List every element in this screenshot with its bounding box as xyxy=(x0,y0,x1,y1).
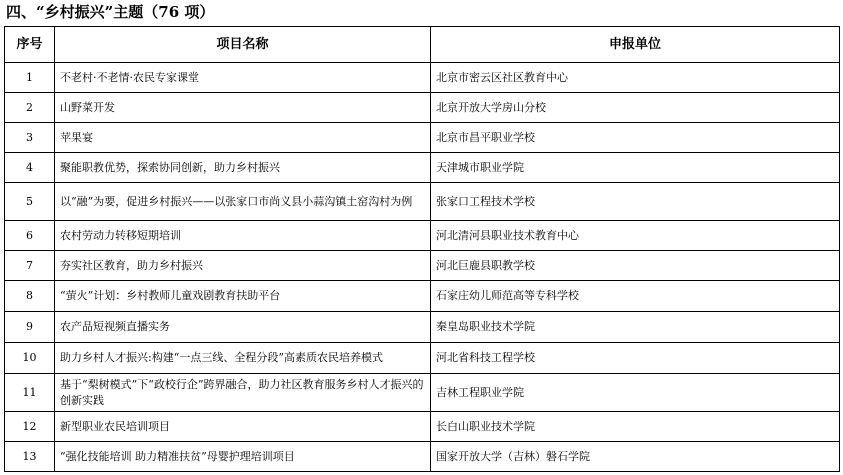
row-number: 6 xyxy=(5,221,55,251)
applicant-unit: 石家庄幼儿师范高等专科学校 xyxy=(431,281,840,312)
project-name: 农村劳动力转移短期培训 xyxy=(55,221,431,251)
row-number: 2 xyxy=(5,93,55,123)
column-header-no: 序号 xyxy=(5,27,55,63)
row-number: 8 xyxy=(5,281,55,312)
project-name: 夯实社区教育，助力乡村振兴 xyxy=(55,251,431,281)
row-number: 13 xyxy=(5,442,55,472)
applicant-unit: 国家开放大学（吉林）磐石学院 xyxy=(431,442,840,472)
table-row xyxy=(5,221,840,251)
table-row xyxy=(5,412,840,442)
table-row xyxy=(5,251,840,281)
column-header-name: 项目名称 xyxy=(55,27,431,63)
applicant-unit: 长白山职业技术学院 xyxy=(431,412,840,442)
applicant-unit: 秦皇岛职业技术学院 xyxy=(431,312,840,343)
column-header-unit: 申报单位 xyxy=(431,27,840,63)
table-row xyxy=(5,442,840,472)
project-name: 新型职业农民培训项目 xyxy=(55,412,431,442)
project-name: 基于“梨树模式”下“政校行企”跨界融合，助力社区教育服务乡村人才振兴的创新实践 xyxy=(55,374,431,412)
table-row xyxy=(5,63,840,93)
project-name: “萤火”计划：乡村教师儿童戏剧教育扶助平台 xyxy=(55,281,431,312)
project-name: 聚能职教优势，探索协同创新，助力乡村振兴 xyxy=(55,153,431,183)
row-number: 1 xyxy=(5,63,55,93)
applicant-unit: 张家口工程技术学校 xyxy=(431,183,840,221)
table-row xyxy=(5,281,840,312)
applicant-unit: 河北省科技工程学校 xyxy=(431,343,840,374)
project-name: 农产品短视频直播实务 xyxy=(55,312,431,343)
table-row xyxy=(5,153,840,183)
row-number: 10 xyxy=(5,343,55,374)
applicant-unit: 北京开放大学房山分校 xyxy=(431,93,840,123)
table-header-row xyxy=(5,27,840,63)
row-number: 9 xyxy=(5,312,55,343)
table-row xyxy=(5,123,840,153)
section-title: 四、“乡村振兴”主题（76 项） xyxy=(6,3,215,21)
applicant-unit: 北京市密云区社区教育中心 xyxy=(431,63,840,93)
applicant-unit: 天津城市职业学院 xyxy=(431,153,840,183)
table-row xyxy=(5,312,840,343)
applicant-unit: 河北清河县职业技术教育中心 xyxy=(431,221,840,251)
table-row xyxy=(5,374,840,412)
table-row xyxy=(5,343,840,374)
project-name: “强化技能培训 助力精准扶贫”母婴护理培训项目 xyxy=(55,442,431,472)
projects-table xyxy=(4,26,840,472)
applicant-unit: 吉林工程职业学院 xyxy=(431,374,840,412)
project-name: 助力乡村人才振兴:构建“一点三线、全程分段”高素质农民培养模式 xyxy=(55,343,431,374)
table-row xyxy=(5,93,840,123)
project-name: 山野菜开发 xyxy=(55,93,431,123)
project-name: 苹果宴 xyxy=(55,123,431,153)
row-number: 7 xyxy=(5,251,55,281)
row-number: 5 xyxy=(5,183,55,221)
project-name: 不老村·不老情·农民专家课堂 xyxy=(55,63,431,93)
row-number: 4 xyxy=(5,153,55,183)
applicant-unit: 北京市昌平职业学校 xyxy=(431,123,840,153)
applicant-unit: 河北巨鹿县职教学校 xyxy=(431,251,840,281)
row-number: 12 xyxy=(5,412,55,442)
table-row xyxy=(5,183,840,221)
project-name: 以“融”为要，促进乡村振兴——以张家口市尚义县小蒜沟镇土窑沟村为例 xyxy=(55,183,431,221)
row-number: 3 xyxy=(5,123,55,153)
row-number: 11 xyxy=(5,374,55,412)
